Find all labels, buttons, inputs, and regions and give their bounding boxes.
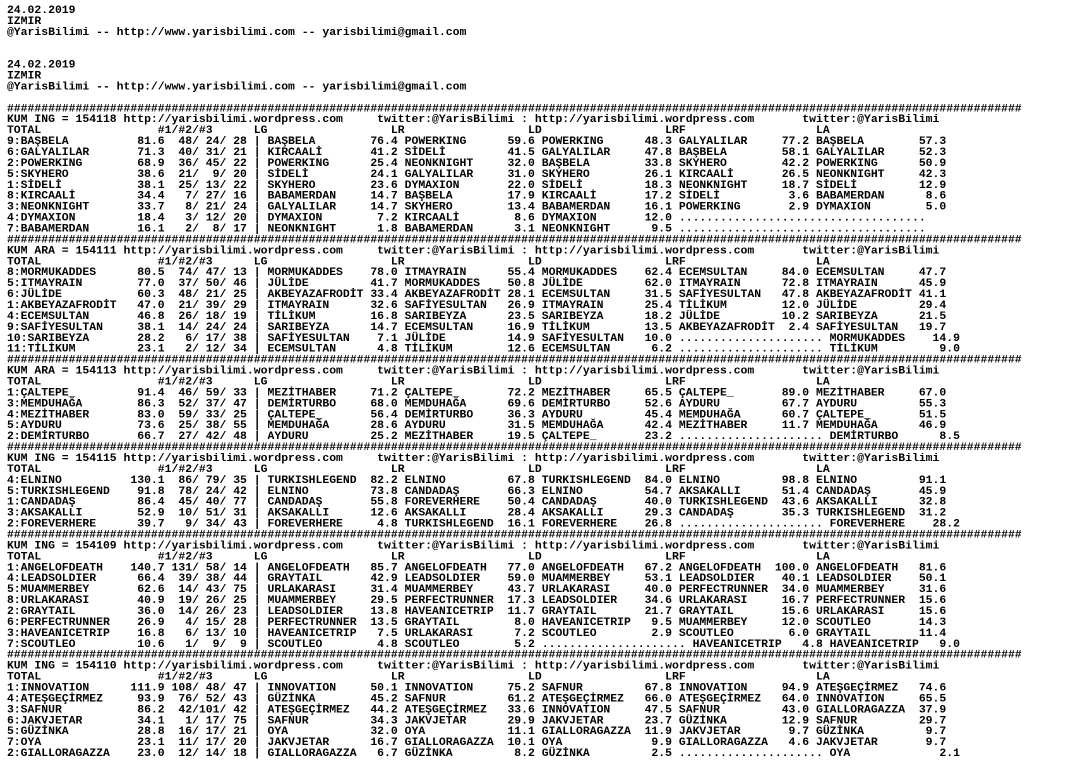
result-row: 7:BABAMERDAN 16.1 2/ 8/ 17 | NEONKNIGHT 1.8 BABAMERDAN 3.1 NEONKNIGHT 9.5 .................................... [6,222,926,236]
section-title: KUM ING = 154110 http://yarisbilimi.wordpress.com twitter:@YarisBilimi : http://yarisbilimi.wordpress.com twitter:@YarisBilimi [6,659,940,673]
column-header: TOTAL #1/#2/#3 LG LR LD LRF LA [6,462,830,476]
result-row: 4:ELNINO 130.1 86/ 79/ 35 | TURKISHLEGEND 82.2 ELNINO 67.8 TURKISHLEGEND 84.0 ELNINO 98.8 ELNINO 91.1 [6,473,947,487]
header-date: 24.02.2019 [6,3,76,17]
result-row: 1:INNOVATION 111.9 108/ 48/ 47 | INNOVATION 50.1 INNOVATION 75.2 SAFNUR 67.8 INNOVATION 94.9 ATEŞGEÇİRMEZ 74.6 [6,681,947,695]
result-row: 4:MEZİTHABER 83.0 59/ 33/ 25 | ÇALTEPE_ 56.4 DEMİRTURBO 36.3 AYDURU 45.4 MEMDUHAĞA 60.7 ÇALTEPE_ 51.5 [6,408,947,422]
result-row: 9:SAFİYESULTAN 38.1 14/ 24/ 24 | SARIBEYZA 14.7 ECEMSULTAN 16.9 TİLİKUM 13.5 AKBEYAZAFRODİT 2.4 SAFİYESULTAN 19.7 [6,320,947,334]
result-row: 3:SAFNUR 86.2 42/101/ 42 | ATEŞGEÇİRMEZ 44.2 ATEŞGEÇİRMEZ 33.6 INNOVATION 47.5 SAFNUR 43.0 GIALLORAGAZZA 37.9 [6,703,947,717]
result-row: 5:MUAMMERBEY 62.6 14/ 43/ 75 | URLAKARASI 31.4 MUAMMERBEY 43.7 URLAKARASI 40.0 PERFECTRUNNER 34.0 MUAMMERBEY 31.6 [6,583,947,597]
result-row: 6:JÜLİDE 60.3 48/ 21/ 25 | AKBEYAZAFRODİT 33.4 AKBEYAZAFRODİT 28.1 ECEMSULTAN 31.5 SAFİYESULTAN 47.8 AKBEYAZAFRODİT 41.1 [6,288,947,302]
header-credits: @YarisBilimi -- http://www.yarisbilimi.com -- yarisbilimi@gmail.com [6,25,467,39]
result-row: 5:SKYHERO 38.6 21/ 9/ 20 | SİDELİ 24.1 GALYALILAR 31.0 SKYHERO 26.1 KIRCAALİ 26.5 NEONKNIGHT 42.3 [6,167,947,181]
section-title: KUM ARA = 154111 http://yarisbilimi.wordpress.com twitter:@YarisBilimi : http://yarisbilimi.wordpress.com twitter:@YarisBilimi [6,244,940,258]
result-row: 11:TİLİKUM 23.1 2/ 12/ 34 | ECEMSULTAN 4.8 TİLİKUM 12.6 ECEMSULTAN 6.2 ..................... TİLİKUM 9.0 [6,342,960,356]
result-row: 5:AYDURU 73.6 25/ 38/ 55 | MEMDUHAĞA 28.6 AYDURU 31.5 MEMDUHAĞA 42.4 MEZİTHABER 11.7 MEMDUHAĞA 46.9 [6,419,947,433]
result-row: 4:DYMAXION 18.4 3/ 12/ 20 | DYMAXION 7.2 KIRCAALİ 8.6 DYMAXION 12.0 .................................... [6,211,926,225]
result-row: 1:SİDELİ 38.1 25/ 13/ 22 | SKYHERO 23.6 DYMAXION 22.0 SİDELİ 18.3 NEONKNIGHT 18.7 SİDELİ 12.9 [6,178,947,192]
header-city: IZMIR [6,69,42,83]
result-row: 1:CANDADAŞ 86.4 45/ 40/ 77 | CANDADAŞ 55.8 FOREVERHERE 50.4 CANDADAŞ 40.0 TURKISHLEGEND 43.6 AKSAKALLI 32.8 [6,495,947,509]
result-row: 6:JAKVJETAR 34.1 1/ 17/ 75 | SAFNUR 34.3 JAKVJETAR 29.9 JAKVJETAR 23.7 GÜZİNKA 12.9 SAFNUR 29.7 [6,714,947,728]
section-title: KUM ING = 154109 http://yarisbilimi.wordpress.com twitter:@YarisBilimi : http://yarisbilimi.wordpress.com twitter:@YarisBilimi [6,539,940,553]
section-separator: #################################################################################################################################################### [6,528,1022,542]
result-row: 4:ATEŞGEÇİRMEZ 93.9 76/ 52/ 43 | GÜZİNKA 45.2 SAFNUR 61.2 ATEŞGEÇİRMEZ 66.0 ATEŞGEÇİRMEZ 64.0 INNOVATION 65.5 [6,692,947,706]
result-row: 5:ITMAYRAIN 77.0 37/ 50/ 46 | JÜLİDE 41.7 MORMUKADDES 50.8 JÜLİDE 62.0 ITMAYRAIN 72.8 ITMAYRAIN 45.9 [6,277,947,291]
result-row: 5:TURKISHLEGEND 91.8 78/ 24/ 42 | ELNINO 73.8 CANDADAŞ 66.3 ELNINO 54.7 AKSAKALLI 51.4 CANDADAŞ 45.9 [6,484,947,498]
result-row: 3:AKSAKALLI 52.9 10/ 51/ 31 | AKSAKALLI 12.6 AKSAKALLI 28.4 AKSAKALLI 29.3 CANDADAŞ 35.3 TURKISHLEGEND 31.2 [6,506,947,520]
section-separator: #################################################################################################################################################### [6,353,1022,367]
section-separator: #################################################################################################################################################### [6,441,1022,455]
result-row: 1:AKBEYAZAFRODİT 47.0 21/ 39/ 29 | ITMAYRAIN 32.6 SAFİYESULTAN 26.9 ITMAYRAIN 25.4 TİLİKUM 12.0 JÜLİDE 29.4 [6,299,947,312]
result-row: 9:BAŞBELA 81.6 48/ 24/ 28 | BAŞBELA 76.4 POWERKING 59.6 POWERKING 48.3 GALYALILAR 77.2 BAŞBELA 57.3 [6,135,947,149]
result-row: 10:SARIBEYZA 28.2 6/ 17/ 38 | SAFİYESULTAN 7.1 JÜLİDE 14.9 SAFİYESULTAN 10.0 ..................... MORMUKADDES 14.9 [6,331,960,345]
column-header: TOTAL #1/#2/#3 LG LR LD LRF LA [6,670,830,684]
blank-line [7,49,1066,60]
blank-line [7,38,1066,49]
result-row: 2:DEMİRTURBO 66.7 27/ 42/ 48 | AYDURU 25.2 MEZİTHABER 19.5 ÇALTEPE_ 23.2 ..................... DEMİRTURBO 8.5 [6,430,960,444]
result-row: 2:FOREVERHERE 39.7 9/ 34/ 43 | FOREVERHERE 4.8 TURKISHLEGEND 16.1 FOREVERHERE 26.8 ..................... FOREVERHERE 28.2 [6,517,960,531]
result-row: 2:GRAYTAIL 36.0 14/ 26/ 23 | LEADSOLDIER 13.8 HAVEANICETRIP 11.7 GRAYTAIL 21.7 GRAYTAIL 15.6 URLAKARASI 15.6 [6,605,947,618]
result-row: 3:MEMDUHAĞA 86.3 52/ 37/ 47 | DEMİRTURBO 68.0 MEMDUHAĞA 69.6 DEMİRTURBO 52.6 AYDURU 67.7 AYDURU 55.3 [6,397,947,411]
section-separator: #################################################################################################################################################### [6,102,1022,116]
result-row: 4:LEADSOLDIER 66.4 39/ 38/ 44 | GRAYTAIL 42.9 LEADSOLDIER 59.0 MUAMMERBEY 53.1 LEADSOLDIER 40.1 LEADSOLDIER 50.1 [6,572,947,586]
result-row: 3:NEONKNIGHT 33.7 8/ 21/ 24 | GALYALILAR 14.7 SKYHERO 13.4 BABAMERDAN 16.1 POWERKING 2.9 DYMAXION 5.0 [6,200,947,214]
column-header: TOTAL #1/#2/#3 LG LR LD LRF LA [6,124,830,138]
result-row: 2:POWERKING 68.9 36/ 45/ 22 | POWERKING 25.4 NEONKNIGHT 32.0 BAŞBELA 33.8 SKYHERO 42.2 POWERKING 50.9 [6,156,947,170]
column-header: TOTAL #1/#2/#3 LG LR LD LRF LA [6,550,830,564]
result-row: 2:GIALLORAGAZZA 23.0 12/ 14/ 18 | GIALLORAGAZZA 6.7 GÜZİNKA 8.2 GÜZİNKA 2.5 ..................... OYA 2.1 [6,747,960,761]
column-header: TOTAL #1/#2/#3 LG LR LD LRF LA [6,375,830,389]
result-row: 3:HAVEANICETRIP 16.8 6/ 13/ 10 | HAVEANICETRIP 7.5 URLAKARASI 7.2 SCOUTLEO 2.9 SCOUTLEO 6.0 GRAYTAIL 11.4 [6,626,947,640]
result-row: 5:GÜZİNKA 28.8 16/ 17/ 21 | OYA 32.0 OYA 11.1 GIALLORAGAZZA 11.9 JAKVJETAR 9.7 GÜZİNKA 9.7 [6,725,947,739]
section-title: KUM ARA = 154113 http://yarisbilimi.wordpress.com twitter:@YarisBilimi : http://yarisbilimi.wordpress.com twitter:@YarisBilimi [6,364,940,378]
result-row: 1:ÇALTEPE_ 91.4 46/ 59/ 33 | MEZİTHABER 71.2 ÇALTEPE_ 72.2 MEZİTHABER 65.5 ÇALTEPE_ 89.0 MEZİTHABER 67.0 [6,386,947,400]
result-row: 8:MORMUKADDES 80.5 74/ 47/ 13 | MORMUKADDES 78.0 ITMAYRAIN 55.4 MORMUKADDES 62.4 ECEMSULTAN 84.0 ECEMSULTAN 47.7 [6,266,947,280]
result-row: 4:ECEMSULTAN 46.8 26/ 18/ 19 | TİLİKUM 16.8 SARIBEYZA 23.5 SARIBEYZA 18.2 JÜLİDE 10.2 SARIBEYZA 21.5 [6,309,947,323]
result-row: 8:KIRCAALİ 34.4 7/ 27/ 16 | BABAMERDAN 14.7 BAŞBELA 17.9 KIRCAALİ 17.2 SİDELİ 3.6 BABAMERDAN 8.6 [6,189,947,203]
header-city: IZMIR [6,14,42,28]
column-header: TOTAL #1/#2/#3 LG LR LD LRF LA [6,255,830,269]
section-separator: #################################################################################################################################################### [6,233,1022,247]
header-credits: @YarisBilimi -- http://www.yarisbilimi.com -- yarisbilimi@gmail.com [6,80,467,94]
section-title: KUM ING = 154115 http://yarisbilimi.wordpress.com twitter:@YarisBilimi : http://yarisbilimi.wordpress.com twitter:@YarisBilimi [6,452,940,465]
race-sections [7,103,1066,759]
result-row: 7:OYA 23.1 11/ 17/ 20 | JAKVJETAR 16.7 GIALLORAGAZZA 10.1 OYA 9.9 GIALLORAGAZZA 4.6 JAKVJETAR 9.7 [6,736,947,750]
section-separator: #################################################################################################################################################### [6,648,1022,662]
result-row: 7:SCOUTLEO 10.6 1/ 9/ 9 | SCOUTLEO 4.8 SCOUTLEO 5.2 ..................... HAVEANICETRIP 4.8 HAVEANICETRIP 9.0 [6,637,960,651]
header-date: 24.02.2019 [6,58,76,72]
result-row: 1:ANGELOFDEATH 140.7 131/ 58/ 14 | ANGELOFDEATH 85.7 ANGELOFDEATH 77.0 ANGELOFDEATH 67.2 ANGELOFDEATH 100.0 ANGELOFDEATH 81.6 [6,561,947,575]
section-title: KUM ING = 154118 http://yarisbilimi.wordpress.com twitter:@YarisBilimi : http://yarisbilimi.wordpress.com twitter:@YarisBilimi [6,113,940,127]
result-row: 6:PERFECTRUNNER 26.9 4/ 15/ 28 | PERFECTRUNNER 13.5 GRAYTAIL 8.0 HAVEANICETRIP 9.5 MUAMMERBEY 12.0 SCOUTLEO 14.3 [6,615,947,629]
result-row: 6:GALYALILAR 71.3 40/ 31/ 21 | KIRCAALİ 41.2 SİDELİ 41.5 GALYALILAR 47.8 BAŞBELA 58.1 GALYALILAR 52.3 [6,146,947,159]
result-row: 8:URLAKARASI 40.9 19/ 26/ 25 | MUAMMERBEY 29.5 PERFECTRUNNER 17.3 LEADSOLDIER 34.6 URLAKARASI 16.7 PERFECTRUNNER 15.6 [6,594,947,608]
